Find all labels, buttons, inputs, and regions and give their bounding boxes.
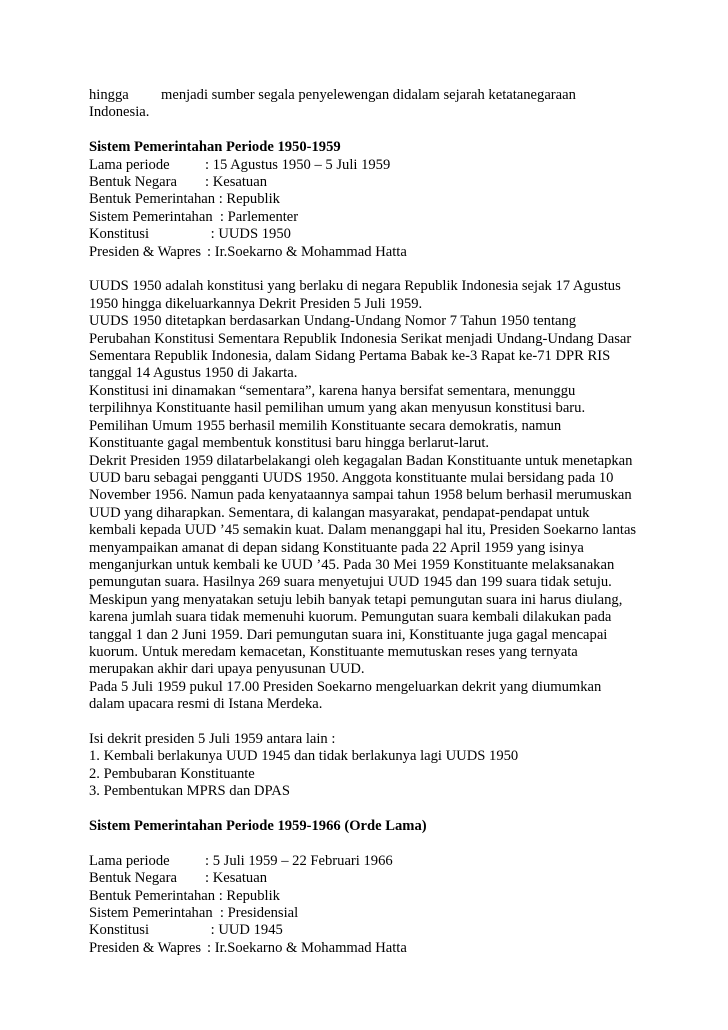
- intro-word: hingga: [89, 87, 129, 103]
- document-page: [89, 87, 649, 957]
- body-line: Perubahan Konstitusi Sementara Republik Indonesia Serikat menjadi Undang-Undang Dasar: [89, 330, 632, 347]
- decree-item: 3. Pembentukan MPRS dan DPAS: [89, 783, 290, 800]
- info-value: : 15 Agustus 1950 – 5 Juli 1959: [205, 156, 391, 173]
- body-line: UUD yang diharapkan. Sementara, di kalangan masyarakat, pendapat-pendapat untuk: [89, 504, 590, 521]
- body-line: November 1956. Namun pada kenyataannya sampai tahun 1958 belum berhasil merumuskan: [89, 487, 632, 504]
- info-row: [89, 905, 649, 922]
- info-value: : UUD 1945: [207, 922, 283, 939]
- info-label: Sistem Pemerintahan: [89, 905, 213, 922]
- body-line: kembali kepada UUD ’45 semakin kuat. Dalam menanggapi hal itu, Presiden Soekarno lantas: [89, 522, 637, 539]
- info-value: : Presidensial: [212, 905, 299, 922]
- info-label: Presiden & Wapres: [89, 939, 202, 956]
- decree-intro: Isi dekrit presiden 5 Juli 1959 antara lain :: [89, 730, 336, 747]
- body-line: 1950 hingga dikeluarkannya Dekrit Presiden 5 Juli 1959.: [89, 295, 423, 312]
- section-heading-1959: Sistem Pemerintahan Periode 1959-1966 (Orde Lama): [89, 818, 427, 834]
- body-line: Sementara Republik Indonesia, dalam Sidang Pertama Babak ke-3 Rapat ke-71 DPR RIS: [89, 348, 611, 365]
- info-value: : Kesatuan: [205, 174, 268, 191]
- body-paragraphs: [89, 278, 649, 713]
- info-value: : 5 Juli 1959 – 22 Februari 1966: [205, 852, 393, 869]
- decree-item: 2. Pembubaran Konstituante: [89, 765, 255, 782]
- info-row: [89, 226, 649, 243]
- body-line: pemungutan suara. Hasilnya 269 suara menyetujui UUD 1945 dan 199 suara tidak setuju.: [89, 574, 612, 591]
- body-line: UUD baru sebagai pengganti UUDS 1950. Anggota konstituante mulai bersidang pada 10: [89, 469, 614, 486]
- info-value: : Republik: [218, 887, 280, 904]
- info-row: [89, 888, 649, 905]
- body-line: Konstituante gagal membentuk konstitusi baru hingga berlarut-larut.: [89, 435, 490, 452]
- info-label: Bentuk Negara: [89, 174, 177, 191]
- body-line: tanggal 14 Agustus 1950 di Jakarta.: [89, 365, 298, 382]
- intro-text: menjadi sumber segala penyelewengan didalam sejarah ketatanegaraan: [161, 87, 576, 103]
- info-value: : Parlementer: [212, 208, 299, 225]
- info-row: [89, 209, 649, 226]
- body-line: Pemilihan Umum 1955 berhasil memilih Konstituante secara demokratis, namun: [89, 417, 562, 434]
- body-line: Pada 5 Juli 1959 pukul 17.00 Presiden Soekarno mengeluarkan dekrit yang diumumkan: [89, 678, 602, 695]
- info-row: [89, 157, 649, 174]
- info-label: Lama periode: [89, 156, 170, 173]
- info-value: : Republik: [218, 191, 280, 208]
- body-line: terpilihnya Konstituante hasil pemilihan umum yang akan menyusun konstitusi baru.: [89, 400, 586, 417]
- intro-line-2: Indonesia.: [89, 104, 150, 121]
- body-line: Konstitusi ini dinamakan “sementara”, karena hanya bersifat sementara, menunggu: [89, 382, 576, 399]
- info-row: [89, 870, 649, 887]
- decree-item: 1. Kembali berlakunya UUD 1945 dan tidak berlakunya lagi UUDS 1950: [89, 748, 519, 765]
- info-label: Bentuk Negara: [89, 870, 177, 887]
- info-label: Presiden & Wapres: [89, 243, 202, 260]
- body-line: merupakan akhir dari upaya penyusunan UUD.: [89, 661, 365, 678]
- info-label: Konstitusi: [89, 226, 150, 243]
- info-label: Konstitusi: [89, 922, 150, 939]
- body-line: UUDS 1950 ditetapkan berdasarkan Undang-Undang Nomor 7 Tahun 1950 tentang: [89, 313, 577, 330]
- body-line: dalam upacara resmi di Istana Merdeka.: [89, 696, 323, 713]
- info-row: [89, 244, 649, 261]
- info-value: : UUDS 1950: [207, 226, 291, 243]
- body-line: UUDS 1950 adalah konstitusi yang berlaku di negara Republik Indonesia sejak 17 Agustus: [89, 278, 621, 295]
- info-label: Bentuk Pemerintahan: [89, 191, 216, 208]
- intro-line-1: [89, 87, 649, 104]
- body-line: karena jumlah suara tidak memenuhi kuorum. Pemungutan suara kembali dilakukan pada: [89, 609, 612, 626]
- info-value: : Ir.Soekarno & Mohammad Hatta: [207, 939, 407, 956]
- info-row: [89, 191, 649, 208]
- info-label: Bentuk Pemerintahan: [89, 887, 216, 904]
- info-row: [89, 174, 649, 191]
- body-line: kuorum. Untuk meredam kemacetan, Konstituante memutuskan reses yang ternyata: [89, 643, 578, 660]
- section-heading-1950: Sistem Pemerintahan Periode 1950-1959: [89, 139, 341, 156]
- body-line: menyampaikan amanat di depan sidang Konstituante pada 22 April 1959 yang isinya: [89, 539, 584, 556]
- body-line: Meskipun yang menyatakan setuju lebih banyak tetapi pemungutan suara ini harus diulang,: [89, 591, 623, 608]
- body-line: menganjurkan untuk kembali ke UUD ’45. Pada 30 Mei 1959 Konstituante melaksanakan: [89, 556, 615, 573]
- info-value: : Kesatuan: [205, 870, 268, 887]
- info-label: Lama periode: [89, 852, 170, 869]
- body-line: Dekrit Presiden 1959 dilatarbelakangi oleh kegagalan Badan Konstituante untuk menetapkan: [89, 452, 633, 469]
- info-value: : Ir.Soekarno & Mohammad Hatta: [207, 243, 407, 260]
- info-row: [89, 922, 649, 939]
- info-row: [89, 940, 649, 957]
- body-line: tanggal 1 dan 2 Juni 1959. Dari pemungutan suara ini, Konstituante juga gagal mencapai: [89, 626, 608, 643]
- info-label: Sistem Pemerintahan: [89, 208, 213, 225]
- info-row: [89, 853, 649, 870]
